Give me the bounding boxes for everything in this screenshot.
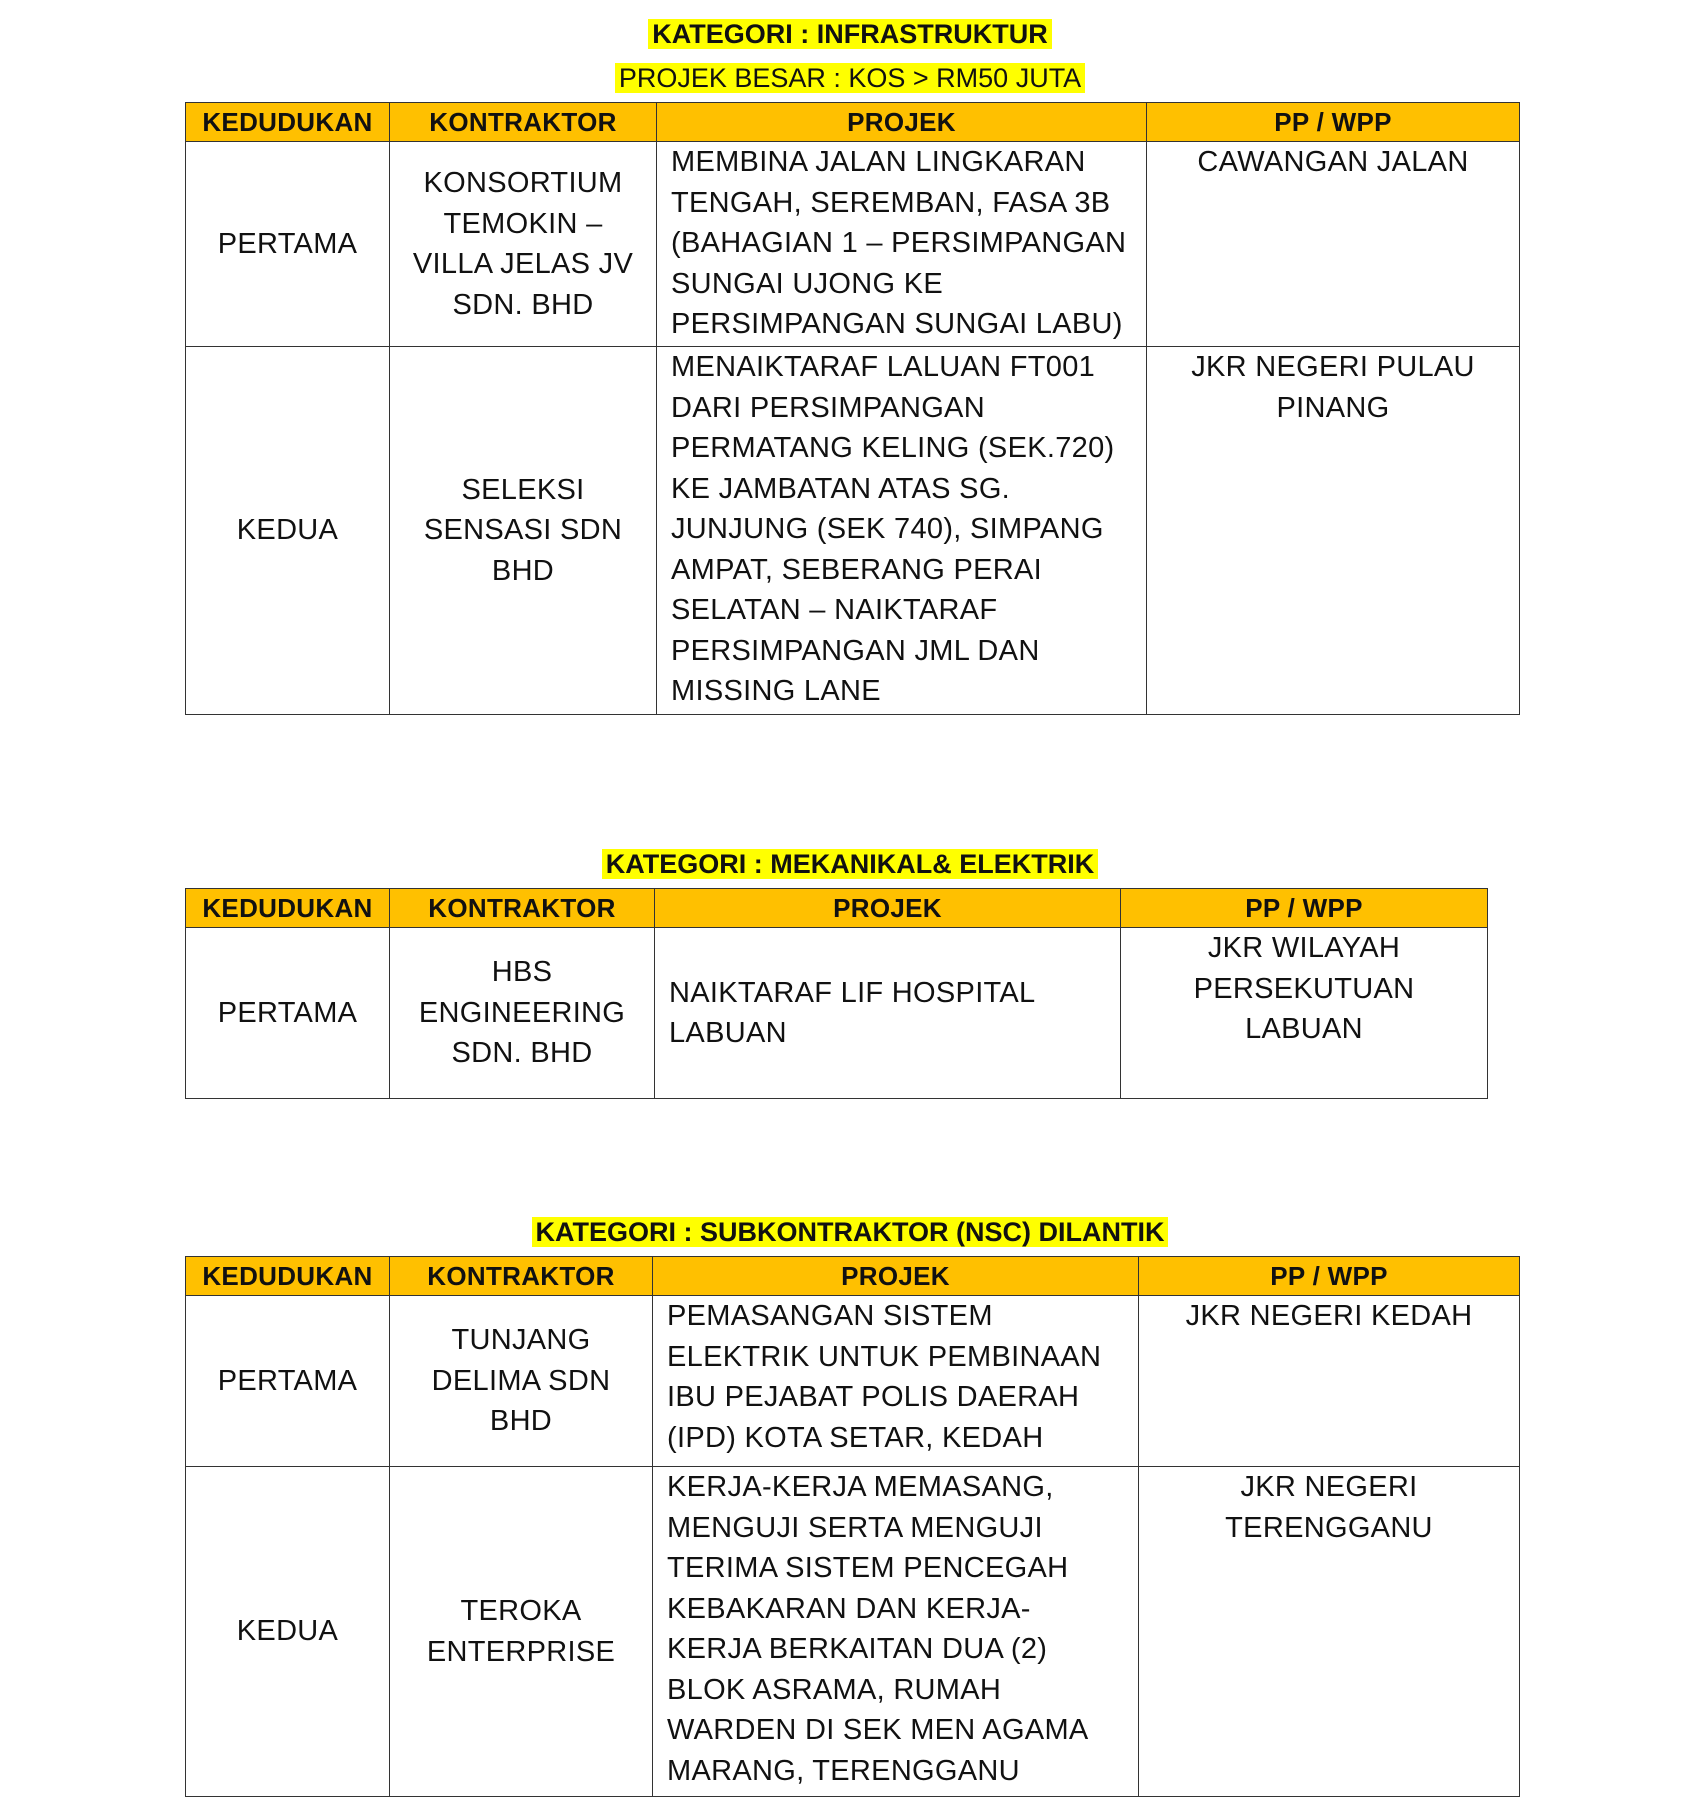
section-2-title-text: KATEGORI : MEKANIKAL& ELEKTRIK (602, 849, 1098, 879)
rank-cell: PERTAMA (186, 1296, 390, 1467)
table-row (186, 1467, 1520, 1797)
contractor-cell: SELEKSI SENSASI SDN BHD (390, 347, 657, 715)
section-1-subtitle (0, 60, 1700, 96)
header-pp-wpp: PP / WPP (1139, 1257, 1520, 1296)
office-cell: JKR NEGERI PULAU PINANG (1147, 347, 1520, 715)
rank-cell: KEDUA (186, 1467, 390, 1797)
contractor-cell: TEROKA ENTERPRISE (390, 1467, 653, 1797)
table-row (186, 1296, 1520, 1467)
header-pp-wpp: PP / WPP (1147, 103, 1520, 142)
rank-cell: PERTAMA (186, 142, 390, 347)
section-1-subtitle-text: PROJEK BESAR : KOS > RM50 JUTA (615, 63, 1085, 93)
section-3-title (0, 1214, 1700, 1250)
table-header-row (186, 103, 1520, 142)
office-cell: JKR NEGERI KEDAH (1139, 1296, 1520, 1467)
section-1-title-text: KATEGORI : INFRASTRUKTUR (648, 19, 1051, 49)
office-cell: JKR WILAYAH PERSEKUTUAN LABUAN (1121, 928, 1488, 1099)
project-cell: NAIKTARAF LIF HOSPITAL LABUAN (655, 928, 1121, 1099)
header-kedudukan: KEDUDUKAN (186, 1257, 390, 1296)
table-row (186, 142, 1520, 347)
table-header-row (186, 889, 1488, 928)
header-kedudukan: KEDUDUKAN (186, 889, 390, 928)
section-3-title-text: KATEGORI : SUBKONTRAKTOR (NSC) DILANTIK (532, 1217, 1169, 1247)
project-cell: PEMASANGAN SISTEM ELEKTRIK UNTUK PEMBINAAN IBU PEJABAT POLIS DAERAH (IPD) KOTA SETAR, KEDAH (653, 1296, 1139, 1467)
office-cell: JKR NEGERI TERENGGANU (1139, 1467, 1520, 1797)
contractor-cell: KONSORTIUM TEMOKIN – VILLA JELAS JV SDN. BHD (390, 142, 657, 347)
section-2-title (0, 846, 1700, 882)
rank-cell: KEDUA (186, 347, 390, 715)
project-cell: MEMBINA JALAN LINGKARAN TENGAH, SEREMBAN, FASA 3B (BAHAGIAN 1 – PERSIMPANGAN SUNGAI UJONG KE PERSIMPANGAN SUNGAI LABU) (657, 142, 1147, 347)
header-kontraktor: KONTRAKTOR (390, 889, 655, 928)
section-3-table (185, 1256, 1520, 1797)
section-1-title (0, 16, 1700, 52)
header-kontraktor: KONTRAKTOR (390, 1257, 653, 1296)
table-header-row (186, 1257, 1520, 1296)
header-pp-wpp: PP / WPP (1121, 889, 1488, 928)
table-row (186, 347, 1520, 715)
contractor-cell: HBS ENGINEERING SDN. BHD (390, 928, 655, 1099)
office-cell: CAWANGAN JALAN (1147, 142, 1520, 347)
header-projek: PROJEK (657, 103, 1147, 142)
header-projek: PROJEK (655, 889, 1121, 928)
table-row (186, 928, 1488, 1099)
rank-cell: PERTAMA (186, 928, 390, 1099)
header-projek: PROJEK (653, 1257, 1139, 1296)
header-kedudukan: KEDUDUKAN (186, 103, 390, 142)
header-kontraktor: KONTRAKTOR (390, 103, 657, 142)
project-cell: MENAIKTARAF LALUAN FT001 DARI PERSIMPANGAN PERMATANG KELING (SEK.720) KE JAMBATAN ATAS SG. JUNJUNG (SEK 740), SIMPANG AMPAT, SEBERANG PERAI SELATAN – NAIKTARAF PERSIMPANGAN JML DAN MISSING LANE (657, 347, 1147, 715)
project-cell: KERJA-KERJA MEMASANG, MENGUJI SERTA MENGUJI TERIMA SISTEM PENCEGAH KEBAKARAN DAN KERJA-KERJA BERKAITAN DUA (2) BLOK ASRAMA, RUMAH WARDEN DI SEK MEN AGAMA MARANG, TERENGGANU (653, 1467, 1139, 1797)
section-1-table (185, 102, 1520, 715)
section-2-table (185, 888, 1488, 1099)
contractor-cell: TUNJANG DELIMA SDN BHD (390, 1296, 653, 1467)
